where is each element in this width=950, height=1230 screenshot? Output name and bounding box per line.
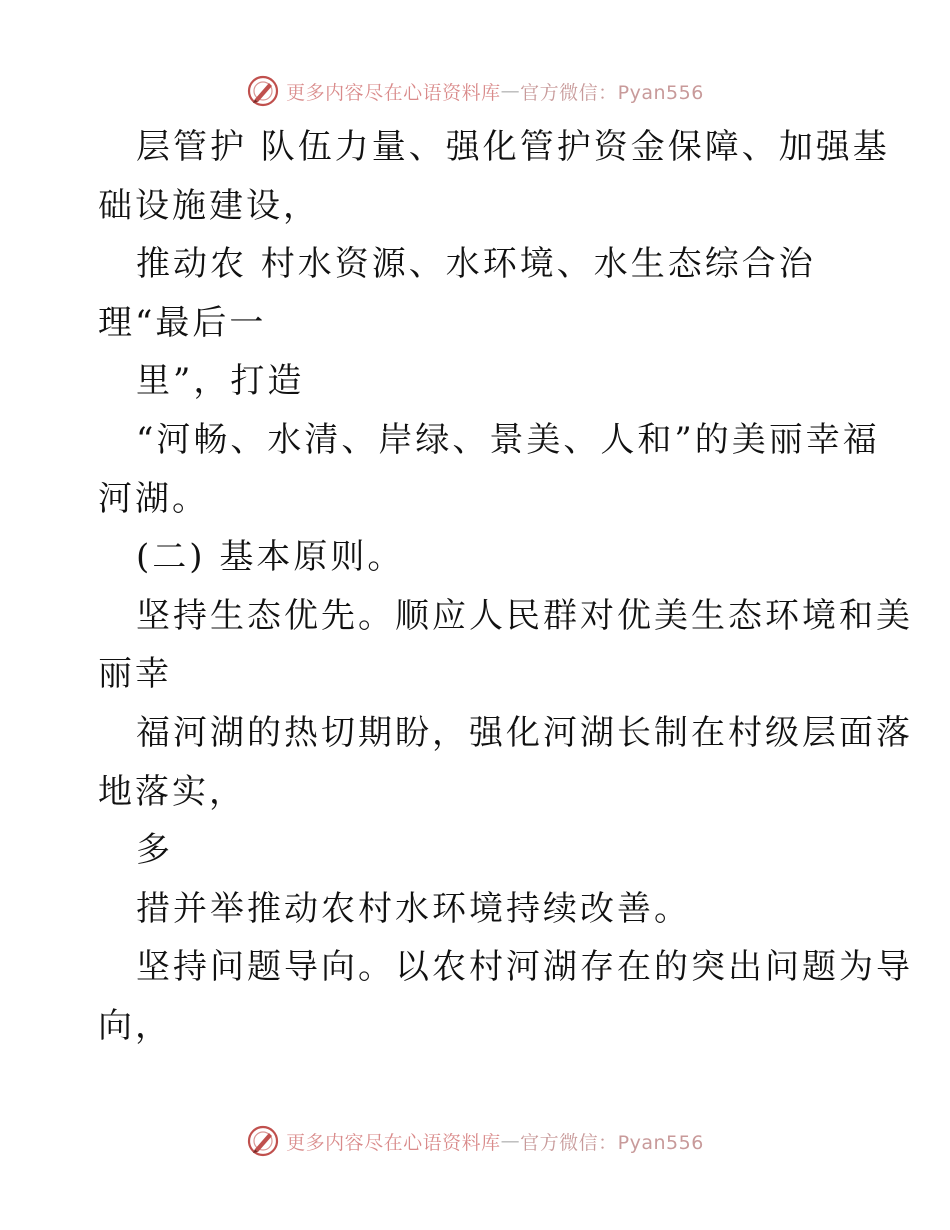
watermark-contact: 官方微信：Pyan556 [520, 1131, 704, 1154]
watermark-separator: — [500, 1130, 521, 1152]
text-line: 坚持问题导向。以农村河湖存在的突出问题为导 [136, 947, 913, 988]
body-text [98, 118, 913, 1056]
pen-logo-icon [246, 74, 280, 108]
watermark-text: 更多内容尽在心语资料库 [286, 1131, 501, 1154]
text-line: 层管护 队伍力量、强化管护资金保障、加强基 [136, 127, 890, 167]
watermark-text: 更多内容尽在心语资料库 [286, 81, 501, 104]
text-line: 向， [98, 1005, 172, 1046]
text-line: 多 [136, 830, 173, 871]
text-line: 措并举推动农村水环境持续改善。 [136, 888, 691, 929]
watermark-separator: — [500, 80, 521, 102]
text-line: 地落实， [98, 771, 246, 812]
text-line: 理“最后一 [98, 302, 267, 343]
text-line: “河畅、水清、岸绿、景美、人和”的美丽幸福 [136, 419, 880, 460]
text-line: 福河湖的热切期盼，强化河湖长制在村级层面落 [136, 712, 913, 753]
text-line: 丽幸 [98, 654, 172, 695]
text-line: 础设施建设， [98, 185, 320, 226]
footer-watermark [0, 1121, 950, 1161]
text-line: 坚持生态优先。顺应人民群对优美生态环境和美 [136, 595, 913, 636]
section-heading: (二) 基本原则。 [136, 537, 405, 578]
text-line: 河湖。 [98, 478, 209, 519]
watermark-contact: 官方微信：Pyan556 [520, 81, 704, 104]
pen-logo-icon [246, 1124, 280, 1158]
text-line: 里”，打造 [136, 361, 305, 402]
text-line: 推动农 村水资源、水环境、水生态综合治 [136, 244, 816, 285]
header-watermark [0, 71, 950, 111]
